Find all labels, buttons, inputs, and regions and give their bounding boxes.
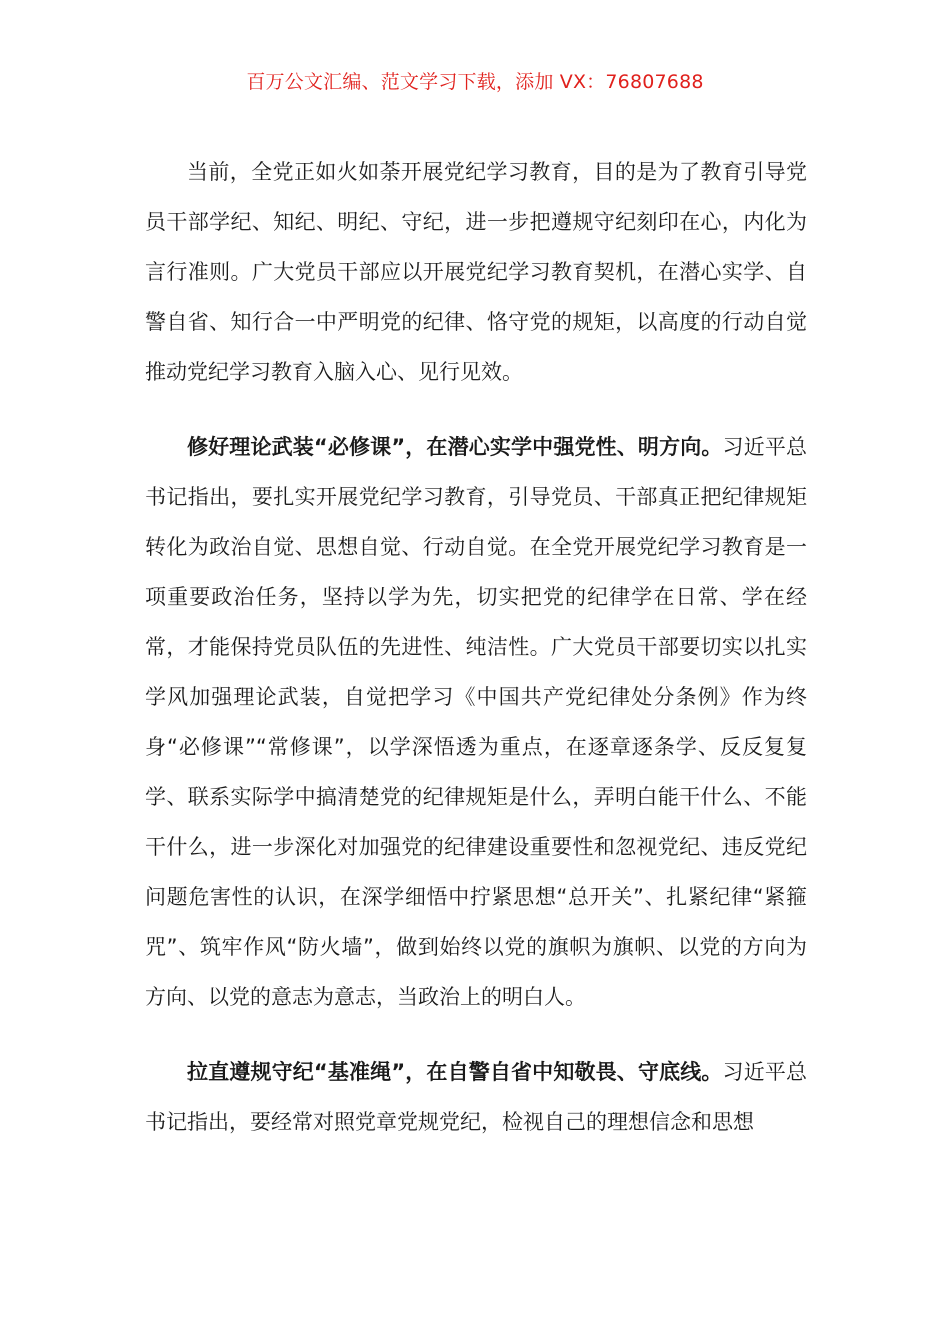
paragraph-discipline-text: 习近平总书记指出，要经常对照党章党规党纪，检视自己的理想信念和思想 <box>145 1060 808 1134</box>
document-body <box>145 147 807 1172</box>
header-banner: 百万公文汇编、范文学习下载，添加 VX：76807688 <box>246 71 704 93</box>
paragraph-discipline <box>145 1047 807 1147</box>
paragraph-discipline-heading: 拉直遵规守纪“基准绳”，在自警自省中知敬畏、守底线。 <box>187 1060 723 1084</box>
paragraph-theory <box>145 422 807 1022</box>
paragraph-intro-text: 当前，全党正如火如荼开展党纪学习教育，目的是为了教育引导党员干部学纪、知纪、明纪、守纪，进一步把遵规守纪刻印在心，内化为言行准则。广大党员干部应以开展党纪学习教育契机，在潜心实学、自警自省、知行合一中严明党的纪律、恪守党的规矩，以高度的行动自觉推动党纪学习教育入脑入心、见行见效。 <box>145 160 807 384</box>
paragraph-theory-heading: 修好理论武装“必修课”，在潜心实学中强党性、明方向。 <box>187 435 723 459</box>
paragraph-theory-text: 习近平总书记指出，要扎实开展党纪学习教育，引导党员、干部真正把纪律规矩转化为政治自觉、思想自觉、行动自觉。在全党开展党纪学习教育是一项重要政治任务，坚持以学为先，切实把党的纪律学在日常、学在经常，才能保持党员队伍的先进性、纯洁性。广大党员干部要切实以扎实学风加强理论武装，自觉把学习《中国共产党纪律处分条例》作为终身“必修课”“常修课”，以学深悟透为重点，在逐章逐条学、反反复复学、联系实际学中搞清楚党的纪律规矩是什么，弄明白能干什么、不能干什么，进一步深化对加强党的纪律建设重要性和忽视党纪、违反党纪问题危害性的认识，在深学细悟中拧紧思想“总开关”、扎紧纪律“紧箍咒”、筑牢作风“防火墙”，做到始终以党的旗帜为旗帜、以党的方向为方向、以党的意志为意志，当政治上的明白人。 <box>145 435 808 1009</box>
paragraph-intro <box>145 147 807 397</box>
